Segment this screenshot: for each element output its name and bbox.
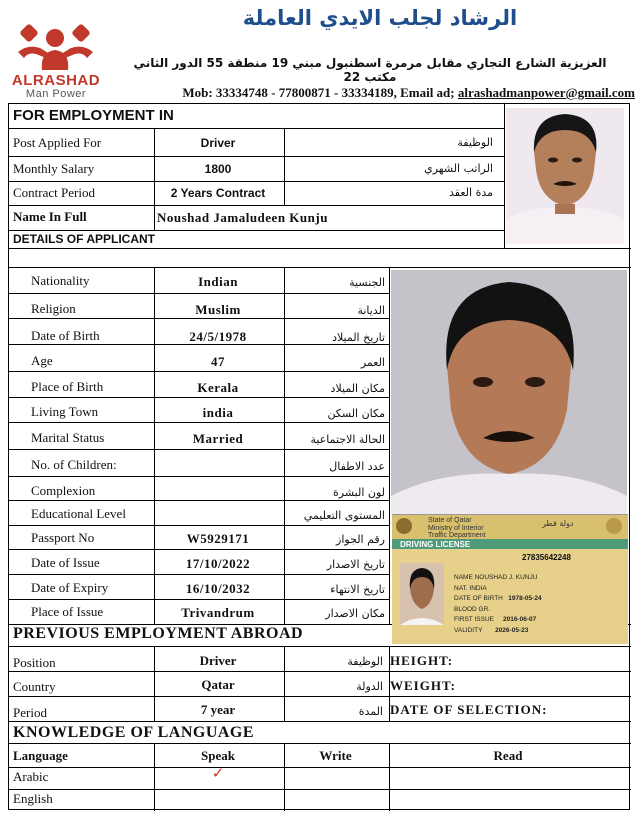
language-section-title: KNOWLEDGE OF LANGUAGE	[13, 724, 255, 741]
weight-label: WEIGHT:	[390, 678, 456, 693]
contract-label-arabic: مدة العقد	[449, 186, 493, 199]
license-title: DRIVING LICENSE	[400, 540, 471, 549]
license-validity: 2026-05-23	[495, 626, 529, 634]
detail-value: india	[202, 405, 234, 420]
license-issue: 2016-06-07	[503, 616, 537, 623]
contact-phones: Mob: 33334748 - 77800871 - 33334189, Email ad;	[182, 85, 458, 100]
speak-col-header: Speak	[201, 748, 235, 763]
license-number: 27835642248	[522, 553, 571, 562]
salary-label: Monthly Salary	[13, 161, 95, 176]
driving-license-card	[392, 514, 628, 644]
license-validity-row	[454, 626, 542, 637]
detail-label-arabic: مكان الاصدار	[325, 607, 385, 620]
period-label: Period	[13, 705, 47, 720]
country-label-arabic: الدولة	[356, 680, 383, 693]
license-dept: Traffic Department	[428, 532, 486, 540]
contract-value: 2 Years Contract	[170, 186, 266, 200]
detail-label: Date of Issue	[31, 555, 100, 570]
arabic-speak-check-icon: ✓	[211, 764, 225, 782]
detail-value: 47	[211, 354, 225, 369]
license-issue-label: FIRST ISSUE	[454, 616, 494, 623]
position-label: Position	[13, 655, 56, 670]
position-label-arabic: الوظيفة	[347, 655, 383, 668]
detail-label-arabic: عدد الاطفال	[329, 460, 385, 473]
detail-label-arabic: لون البشرة	[333, 486, 385, 499]
contract-label: Contract Period	[13, 185, 95, 200]
height-label: HEIGHT:	[390, 653, 454, 668]
country-value: Qatar	[201, 677, 235, 692]
period-label-arabic: المدة	[358, 705, 383, 718]
applicant-photo-large	[391, 270, 627, 514]
license-fields	[454, 573, 542, 636]
email-link[interactable]: alrashadmanpower@gmail.com	[457, 85, 635, 100]
detail-label-arabic: تاريخ الميلاد	[332, 331, 385, 344]
language-row-arabic: Arabic	[13, 769, 49, 784]
country-label: Country	[13, 679, 56, 694]
license-validity-label: VALIDITY	[454, 626, 483, 634]
language-row-english: English	[13, 791, 53, 806]
license-nationality: NAT. INDIA	[454, 584, 487, 592]
detail-label-arabic: المستوى التعليمي	[303, 509, 385, 522]
detail-label: Marital Status	[31, 430, 105, 445]
position-value: Driver	[199, 653, 237, 668]
detail-label: Religion	[31, 301, 76, 316]
detail-label: No. of Children:	[31, 457, 117, 472]
language-col-header: Language	[13, 748, 68, 763]
date-of-selection-label: DATE OF SELECTION:	[390, 702, 548, 717]
detail-label: Educational Level	[31, 506, 126, 521]
salary-label-arabic: الراتب الشهري	[424, 162, 493, 175]
detail-label-arabic: رقم الجواز	[336, 533, 385, 546]
detail-label: Date of Birth	[31, 328, 100, 343]
company-title-arabic: الرشاد لجلب الايدي العاملة	[242, 6, 518, 30]
applicant-section-title: DETAILS OF APPLICANT	[13, 232, 155, 246]
period-value: 7 year	[200, 702, 236, 717]
detail-label: Passport No	[31, 530, 95, 545]
license-state: State of Qatar	[428, 517, 472, 524]
detail-label-arabic: الجنسية	[349, 276, 385, 289]
license-dob-row	[454, 594, 542, 605]
license-dob: 1978-05-24	[508, 595, 542, 602]
license-state-arabic: دولة قطر	[542, 519, 574, 528]
post-value: Driver	[200, 136, 236, 150]
detail-label-arabic: مكان الميلاد	[330, 382, 385, 395]
detail-value: Muslim	[195, 302, 241, 317]
license-issuer	[428, 517, 486, 540]
read-col-header: Read	[493, 748, 523, 763]
license-seal-icon	[606, 518, 622, 534]
contact-line	[115, 85, 635, 101]
detail-value: 17/10/2022	[185, 556, 251, 571]
qatar-emblem-icon	[396, 518, 412, 534]
logo-subtitle: Man Power	[25, 88, 87, 100]
applicant-photo-small	[506, 108, 624, 244]
detail-value: Married	[192, 431, 244, 446]
name-value: Noushad Jamaludeen Kunju	[157, 210, 328, 225]
company-address-arabic: العزيزية الشارع التجاري مقابل مرمرة اسطنبول مبني 19 منطقة 55 الدور الثاني مكتب 22	[133, 56, 607, 84]
detail-value: W5929171	[186, 531, 250, 546]
detail-label: Place of Issue	[31, 604, 104, 619]
detail-label: Date of Expiry	[31, 580, 109, 595]
detail-label-arabic: الديانة	[357, 304, 385, 317]
logo-name: ALRASHAD	[11, 72, 101, 89]
detail-label: Complexion	[31, 483, 96, 498]
license-ministry: Ministry of Interior	[428, 524, 484, 532]
detail-value: Trivandrum	[181, 605, 255, 620]
detail-value: Indian	[198, 274, 238, 289]
salary-value: 1800	[204, 162, 232, 176]
detail-value: Kerala	[197, 380, 239, 395]
detail-label: Place of Birth	[31, 379, 104, 394]
previous-employment-title: PREVIOUS EMPLOYMENT ABROAD	[13, 625, 304, 642]
detail-value: 24/5/1978	[189, 329, 247, 344]
detail-label-arabic: الحالة الاجتماعية	[310, 433, 385, 446]
detail-label-arabic: العمر	[360, 356, 385, 369]
license-issue-row	[454, 615, 542, 626]
write-col-header: Write	[319, 748, 352, 763]
detail-value: 16/10/2032	[185, 581, 251, 596]
detail-label-arabic: مكان السكن	[327, 407, 385, 420]
detail-label-arabic: تاريخ الانتهاء	[330, 583, 385, 596]
employment-section-title: FOR EMPLOYMENT IN	[13, 107, 174, 124]
license-blood-label: BLOOD GR.	[454, 605, 491, 613]
license-name: NAME NOUSHAD J. KUNJU	[454, 574, 538, 581]
license-photo	[400, 563, 444, 625]
detail-label-arabic: تاريخ الاصدار	[326, 558, 385, 571]
license-dob-label: DATE OF BIRTH	[454, 595, 503, 602]
name-label: Name In Full	[13, 209, 87, 224]
post-label: Post Applied For	[13, 135, 102, 150]
detail-label: Nationality	[31, 273, 90, 288]
post-label-arabic: الوظيفة	[457, 136, 493, 149]
detail-label: Living Town	[31, 404, 99, 419]
detail-label: Age	[31, 353, 53, 368]
